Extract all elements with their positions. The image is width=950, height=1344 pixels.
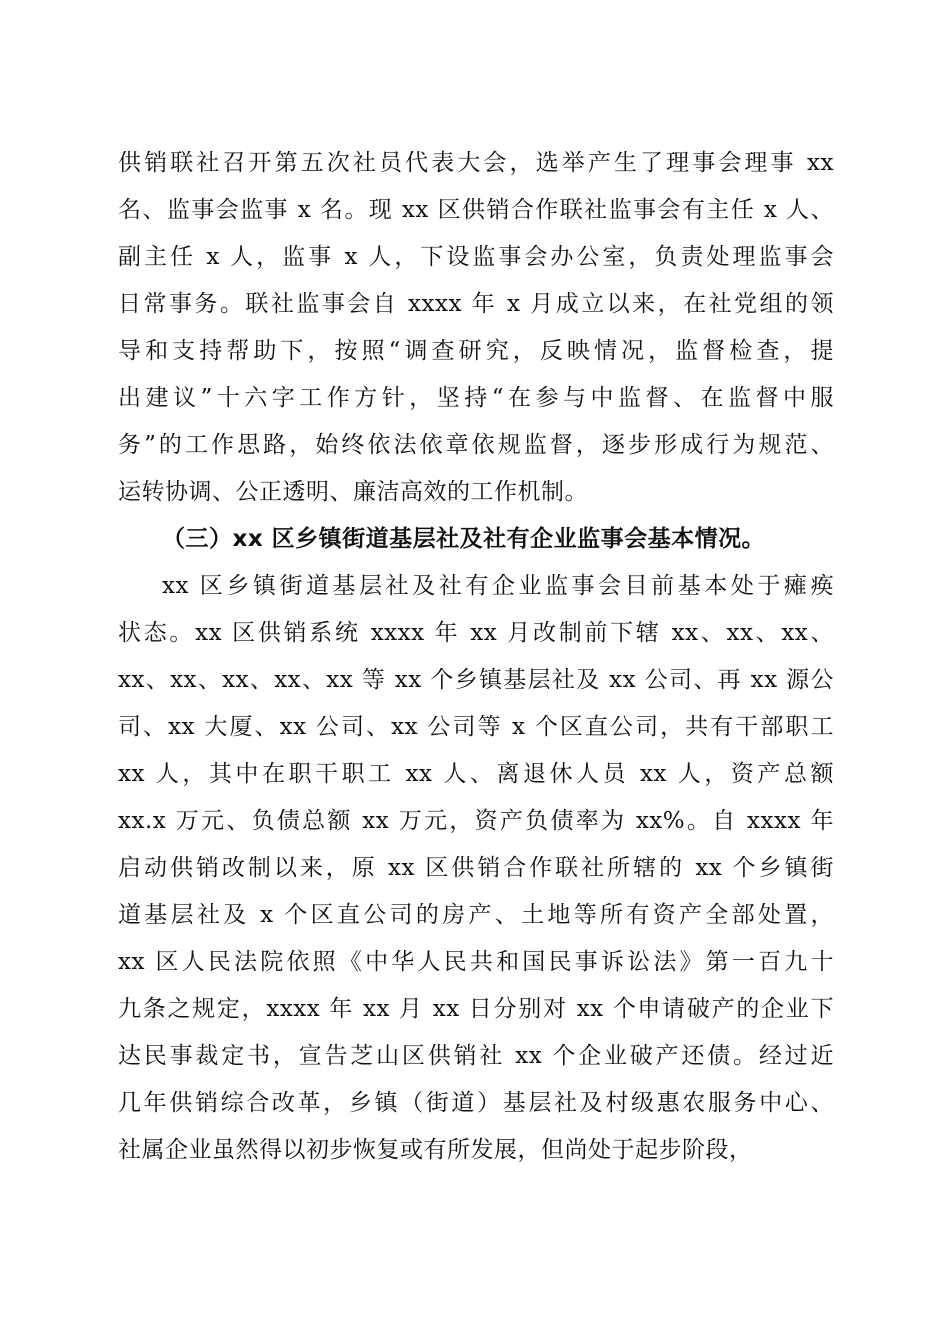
- paragraph-line: xx 区乡镇街道基层社及社有企业监事会目前基本处于瘫痪: [162, 573, 834, 599]
- paragraph-line: 状态。xx 区供销系统 xxxx 年 xx 月改制前下辖 xx、xx、xx、: [118, 620, 834, 646]
- paragraph-line: 名、监事会监事 x 名。现 xx 区供销合作联社监事会有主任 x 人、: [118, 197, 834, 223]
- paragraph-line: 运转协调、公正透明、廉洁高效的工作机制。: [118, 479, 588, 505]
- paragraph-line: 供销联社召开第五次社员代表大会，选举产生了理事会理事 xx: [118, 150, 834, 176]
- paragraph-line: 道基层社及 x 个区直公司的房产、土地等所有资产全部处置，: [118, 902, 834, 928]
- paragraph-line: 社属企业虽然得以初步恢复或有所发展，但尚处于起步阶段，: [118, 1137, 753, 1163]
- paragraph-line: 达民事裁定书，宣告芝山区供销社 xx 个企业破产还债。经过近: [118, 1043, 834, 1069]
- paragraph-line: 副主任 x 人，监事 x 人，下设监事会办公室，负责处理监事会: [118, 244, 834, 270]
- paragraph-line: 务”的工作思路，始终依法依章依规监督，逐步形成行为规范、: [118, 432, 834, 458]
- section-heading: （三）xx 区乡镇街道基层社及社有企业监事会基本情况。: [162, 526, 766, 552]
- paragraph-line: 日常事务。联社监事会自 xxxx 年 x 月成立以来，在社党组的领: [118, 291, 834, 317]
- document-body: [118, 140, 834, 1174]
- paragraph-line: 出建议”十六字工作方针，坚持“在参与中监督、在监督中服: [118, 385, 834, 411]
- paragraph-line: 九条之规定，xxxx 年 xx 月 xx 日分别对 xx 个申请破产的企业下: [118, 996, 834, 1022]
- paragraph-line: xx 人，其中在职干职工 xx 人、离退休人员 xx 人，资产总额: [118, 761, 834, 787]
- paragraph-line: 司、xx 大厦、xx 公司、xx 公司等 x 个区直公司，共有干部职工: [118, 714, 834, 740]
- paragraph-line: xx、xx、xx、xx、xx 等 xx 个乡镇基层社及 xx 公司、再 xx 源公: [118, 667, 834, 693]
- paragraph-line: 启动供销改制以来，原 xx 区供销合作联社所辖的 xx 个乡镇街: [118, 855, 834, 881]
- paragraph-line: 几年供销综合改革，乡镇（街道）基层社及村级惠农服务中心、: [118, 1090, 834, 1116]
- paragraph-line: 导和支持帮助下，按照“调查研究，反映情况，监督检查，提: [118, 338, 834, 364]
- paragraph-line: xx.x 万元、负债总额 xx 万元，资产负债率为 xx%。自 xxxx 年: [118, 808, 834, 834]
- paragraph-line: xx 区人民法院依照《中华人民共和国民事诉讼法》第一百九十: [118, 949, 834, 975]
